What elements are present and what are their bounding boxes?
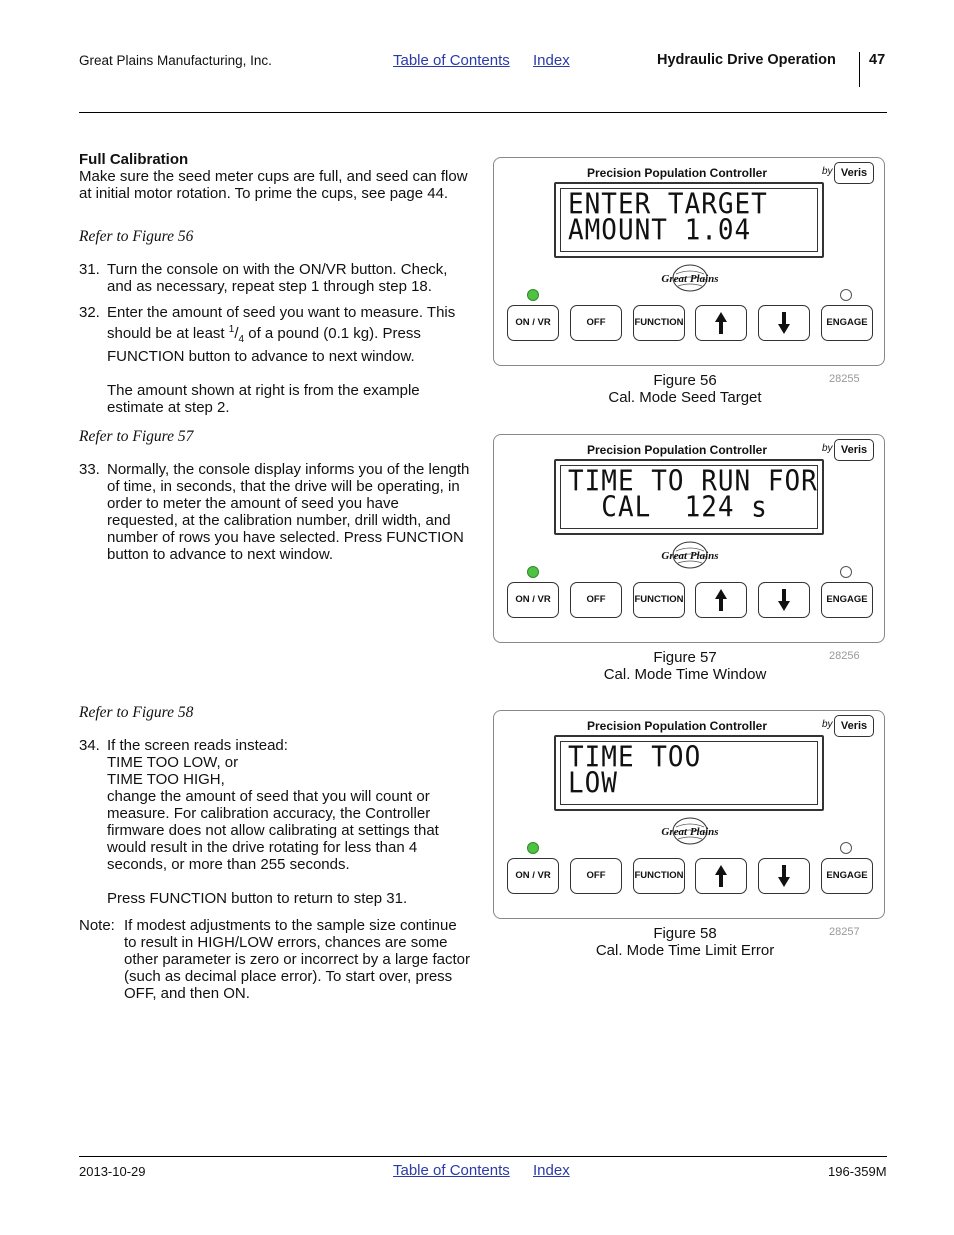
controller-title: Precision Population Controller (587, 443, 768, 457)
footer-rule (79, 1156, 887, 1157)
footer-index-link[interactable]: Index (533, 1162, 570, 1179)
step-text-cont: of a pound (0.1 kg). Press FUNCTION button to advance to next window. (107, 325, 421, 365)
figure-id: 28257 (829, 926, 860, 938)
down-arrow-icon (777, 588, 791, 612)
footer-date: 2013-10-29 (79, 1164, 146, 1179)
note-label: Note: (79, 917, 115, 934)
footer-toc-link[interactable]: Table of Contents (393, 1162, 510, 1179)
fraction-denominator: 4 (238, 334, 245, 345)
step-text: If the screen reads instead: (107, 737, 288, 754)
step-31 (79, 261, 471, 295)
figure-caption (560, 925, 810, 959)
lcd-display (554, 182, 824, 258)
figure-title: Cal. Mode Time Window (603, 666, 767, 683)
lcd-line-2: LOW (568, 767, 618, 801)
page-number: 47 (869, 52, 886, 68)
up-button[interactable] (695, 305, 747, 341)
ref-figure-56: Refer to Figure 56 (79, 228, 194, 245)
intro-paragraph: Make sure the seed meter cups are full, and seed can flow at initial motor rotation. To prime the cups, see page 44. (79, 168, 468, 202)
controller-title: Precision Population Controller (587, 166, 768, 180)
up-arrow-icon (714, 864, 728, 888)
figure-label: Figure 56 (653, 372, 717, 389)
logo-text: Great Plains (661, 826, 719, 838)
power-indicator-led (527, 289, 539, 301)
engage-indicator-led (840, 566, 852, 578)
step-text: change the amount of seed that you will count or measure. For calibration accuracy, the Controller firmware does not allow calibrating at settings that would result in the drive rotating for less than 4 seconds, or more than 255 seconds. (107, 788, 439, 873)
up-arrow-icon (714, 588, 728, 612)
footer-doc-number: 196-359M (828, 1164, 887, 1179)
up-arrow-icon (714, 311, 728, 335)
figure-id: 28255 (829, 373, 860, 385)
step-text: TIME TOO LOW, or (107, 754, 239, 771)
power-indicator-led (527, 842, 539, 854)
logo-text: Great Plains (661, 273, 719, 285)
by-label: by (822, 443, 833, 454)
down-button[interactable] (758, 305, 810, 341)
up-button[interactable] (695, 582, 747, 618)
lcd-display (554, 735, 824, 811)
engage-indicator-led (840, 289, 852, 301)
engage-button[interactable]: ENGAGE (821, 858, 873, 894)
step-number: 33. (79, 461, 100, 478)
figure-label: Figure 58 (653, 925, 717, 942)
great-plains-logo (650, 264, 730, 292)
step-number: 32. (79, 304, 100, 321)
figure-title: Cal. Mode Seed Target (608, 389, 762, 406)
veris-logo: Veris (834, 439, 874, 461)
by-label: by (822, 166, 833, 177)
off-button[interactable]: OFF (570, 858, 622, 894)
step-text: TIME TOO HIGH, (107, 771, 225, 788)
header-toc-link[interactable]: Table of Contents (393, 52, 510, 69)
header-divider (859, 52, 860, 87)
down-arrow-icon (777, 311, 791, 335)
step-paragraph: The amount shown at right is from the example estimate at step 2. (107, 382, 420, 416)
note-text: If modest adjustments to the sample size continue to result in HIGH/LOW errors, chances are some other parameter is zero or incorrect by a large factor (such as decimal place error). To start over, press OFF, and then ON. (124, 917, 470, 1002)
function-button[interactable]: FUNCTION (633, 858, 685, 894)
controller-panel-3 (493, 710, 885, 919)
great-plains-logo (650, 541, 730, 569)
figure-title: Cal. Mode Time Limit Error (595, 942, 775, 959)
figure-label: Figure 57 (653, 649, 717, 666)
down-button[interactable] (758, 858, 810, 894)
veris-logo: Veris (834, 715, 874, 737)
figure-id: 28256 (829, 650, 860, 662)
intro-block (79, 151, 471, 202)
controller-panel-1 (493, 157, 885, 366)
fraction-numerator: 1 (228, 324, 235, 335)
down-button[interactable] (758, 582, 810, 618)
step-number: 31. (79, 261, 100, 278)
engage-indicator-led (840, 842, 852, 854)
on-vr-button[interactable]: ON / VR (507, 305, 559, 341)
company-name: Great Plains Manufacturing, Inc. (79, 53, 272, 68)
step-34 (79, 737, 471, 907)
on-vr-button[interactable]: ON / VR (507, 582, 559, 618)
step-32 (79, 304, 471, 416)
section-title: Hydraulic Drive Operation (657, 52, 836, 68)
note (79, 917, 471, 1002)
down-arrow-icon (777, 864, 791, 888)
controller-title: Precision Population Controller (587, 719, 768, 733)
ref-figure-57: Refer to Figure 57 (79, 428, 194, 445)
lcd-line-1: TIME TOO (568, 741, 702, 775)
step-number: 34. (79, 737, 100, 754)
by-label: by (822, 719, 833, 730)
function-button[interactable]: FUNCTION (633, 305, 685, 341)
veris-logo: Veris (834, 162, 874, 184)
step-text: Turn the console on with the ON/VR button. Check, and as necessary, repeat step 1 through step 18. (107, 261, 448, 295)
step-paragraph: Press FUNCTION button to return to step 31. (107, 890, 408, 907)
controller-panel-2 (493, 434, 885, 643)
lcd-line-2: CAL 124 s (568, 491, 768, 525)
up-button[interactable] (695, 858, 747, 894)
lcd-line-2: AMOUNT 1.04 (568, 214, 752, 248)
function-button[interactable]: FUNCTION (633, 582, 685, 618)
off-button[interactable]: OFF (570, 305, 622, 341)
ref-figure-58: Refer to Figure 58 (79, 704, 194, 721)
off-button[interactable]: OFF (570, 582, 622, 618)
logo-text: Great Plains (661, 550, 719, 562)
header-rule (79, 112, 887, 113)
engage-button[interactable]: ENGAGE (821, 305, 873, 341)
lcd-display (554, 459, 824, 535)
figure-caption (560, 372, 810, 406)
step-text: Normally, the console display informs you of the length of time, in seconds, that the drive will be operating, in order to meter the amount of seed you have requested, at the calibration number, drill width, and number of rows you have selected. Press FUNCTION button to advance to next window. (107, 461, 470, 563)
section-heading: Full Calibration (79, 151, 189, 168)
step-text: Enter the amount of seed you want to measure. This should be at least (107, 304, 456, 342)
fraction-slash: / (234, 325, 239, 342)
step-33 (79, 461, 471, 563)
on-vr-button[interactable]: ON / VR (507, 858, 559, 894)
engage-button[interactable]: ENGAGE (821, 582, 873, 618)
lcd-line-1: ENTER TARGET (568, 188, 768, 222)
great-plains-logo (650, 817, 730, 845)
lcd-line-1: TIME TO RUN FOR (568, 465, 818, 499)
power-indicator-led (527, 566, 539, 578)
figure-caption (560, 649, 810, 683)
header-index-link[interactable]: Index (533, 52, 570, 69)
